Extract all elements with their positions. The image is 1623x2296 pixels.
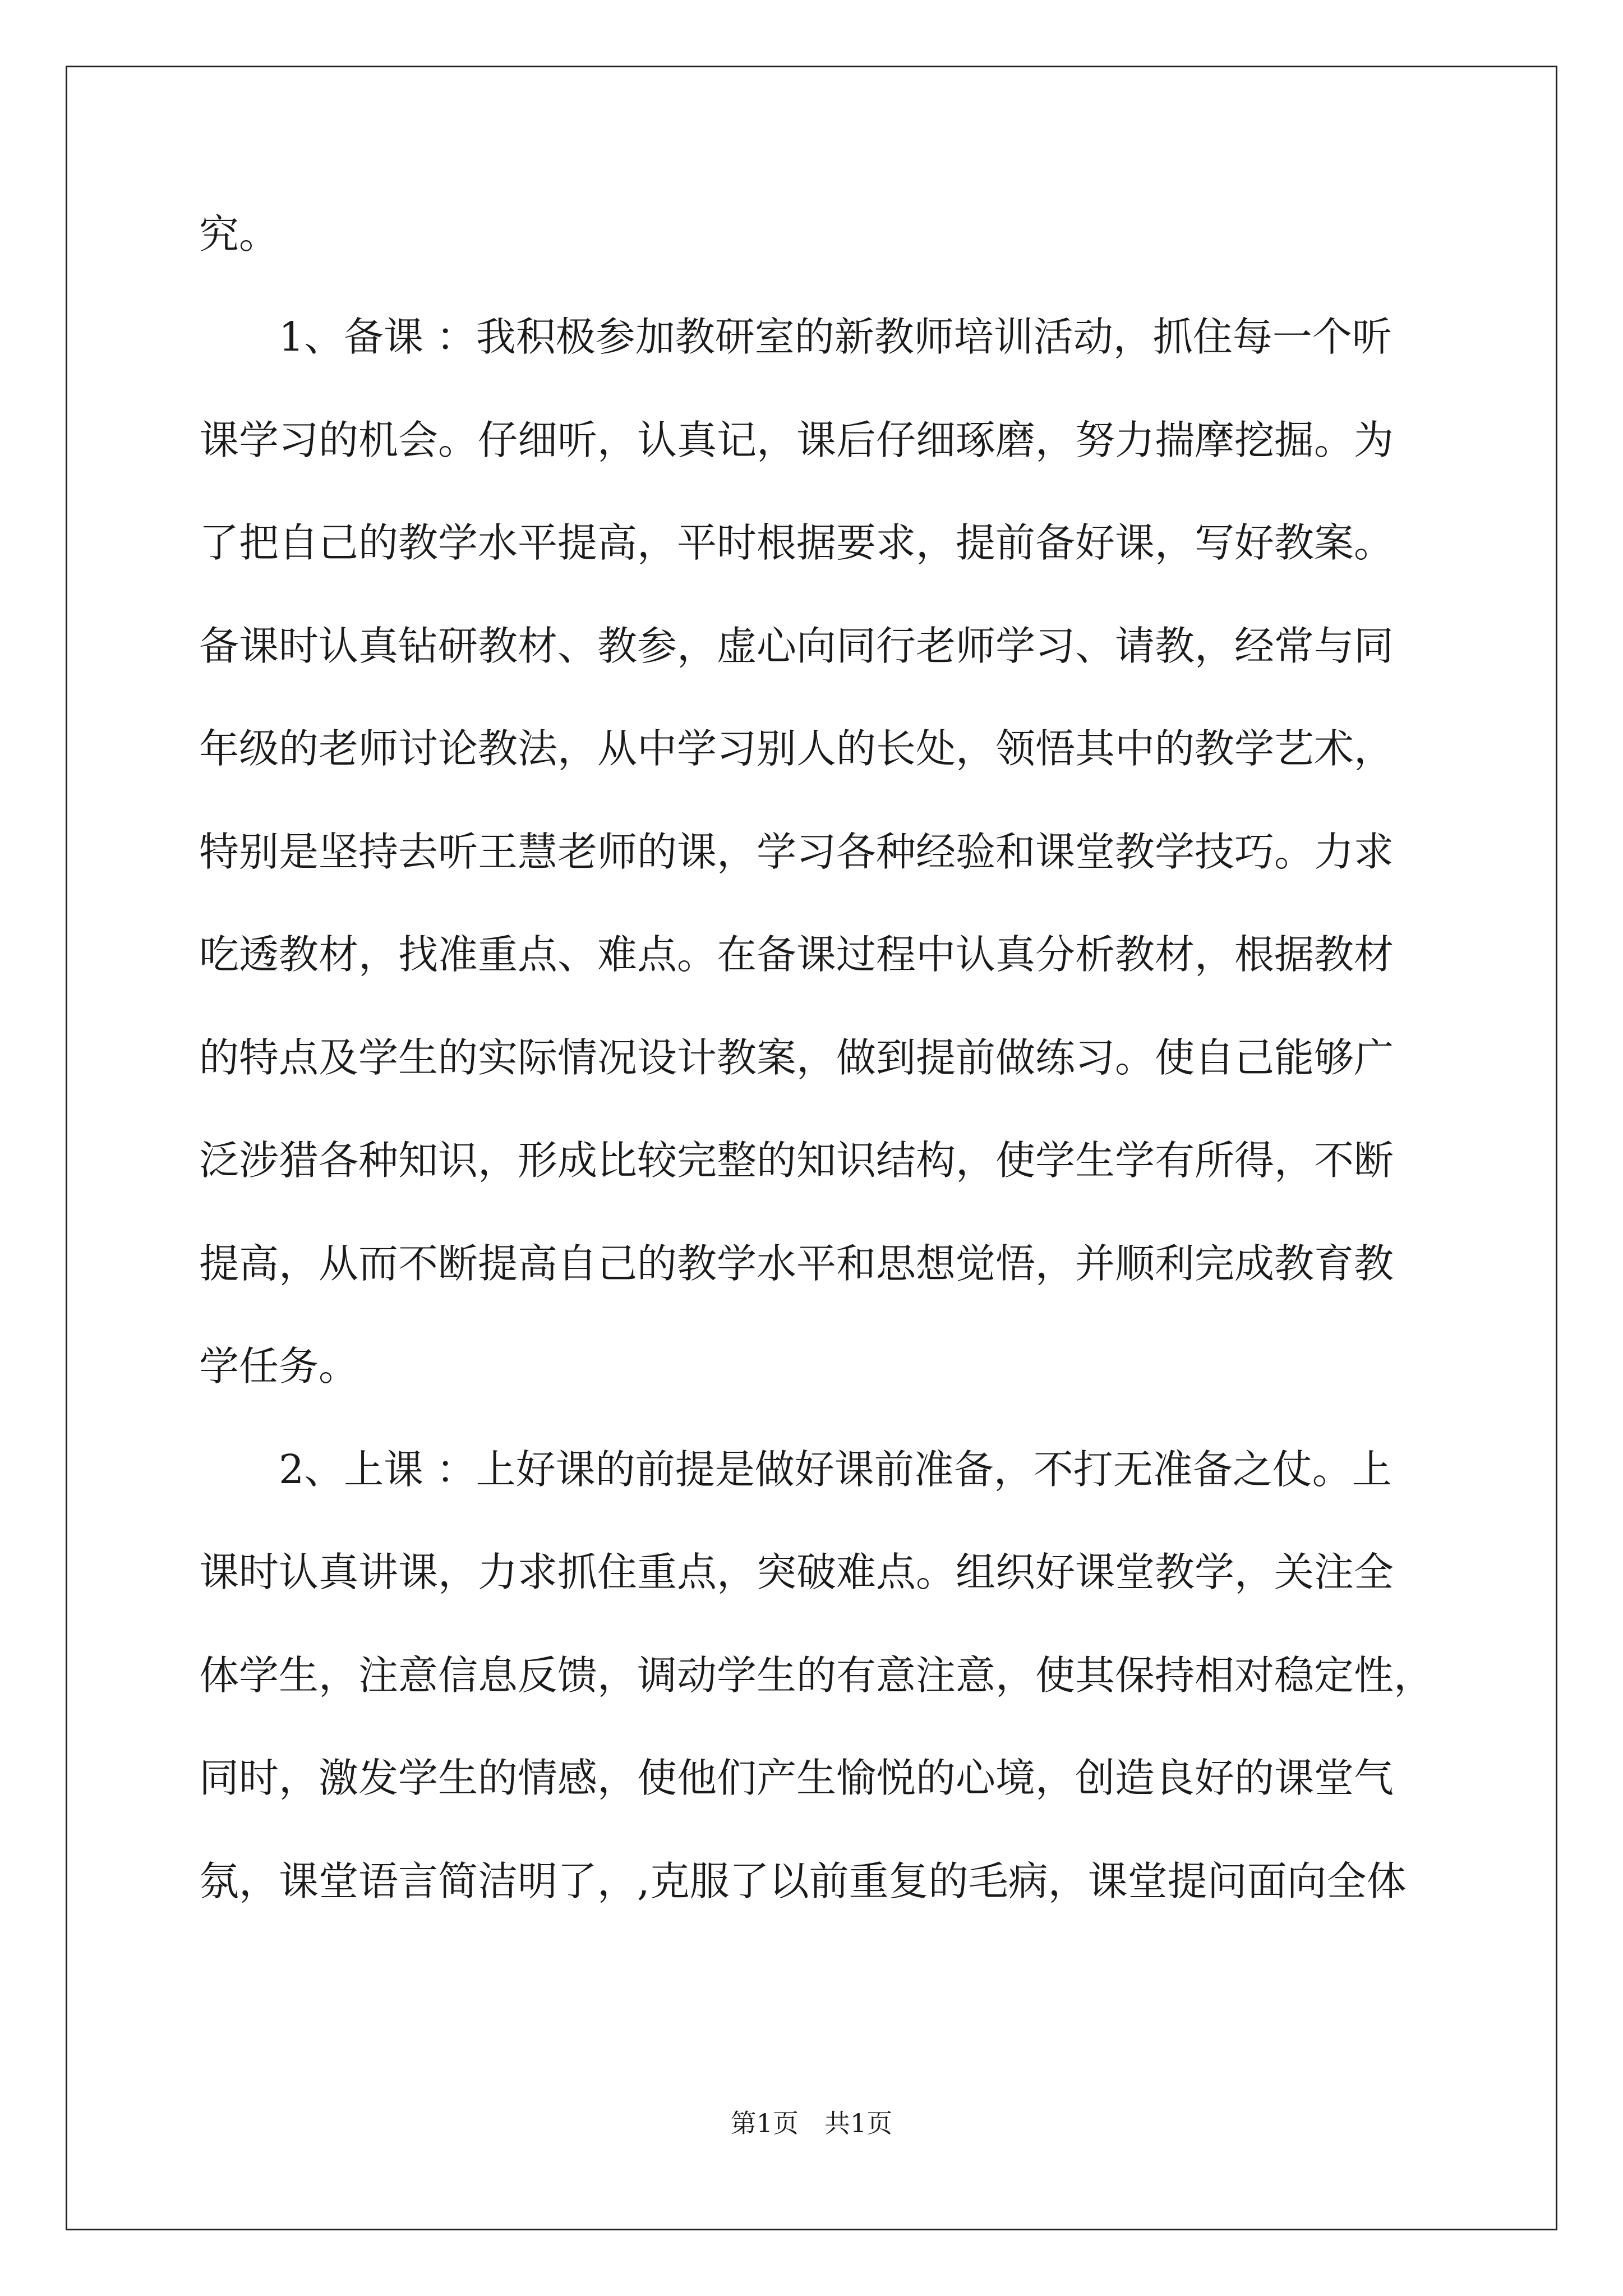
body-line: 年级的老师讨论教法，从中学习别人的长处，领悟其中的教学艺术， <box>199 725 1394 772</box>
body-line: 泛涉猎各种知识，形成比较完整的知识结构，使学生学有所得，不断 <box>199 1137 1394 1184</box>
body-line: 提高，从而不断提高自己的教学水平和思想觉悟，并顺利完成教育教 <box>199 1240 1394 1287</box>
body-line: 课学习的机会。仔细听，认真记，课后仔细琢磨，努力揣摩挖掘。为 <box>199 417 1394 463</box>
body-line: 学任务。 <box>199 1343 359 1389</box>
body-line: 1、备课 ：我积极参加教研室的新教师培训活动，抓住每一个听 <box>199 314 1392 360</box>
body-line: 体学生，注意信息反馈，调动学生的有意注意，使其保持相对稳定性， <box>199 1652 1434 1699</box>
body-line: 的特点及学生的实际情况设计教案，做到提前做练习。使自己能够广 <box>199 1034 1394 1081</box>
body-line: 了把自己的教学水平提高，平时根据要求，提前备好课，写好教案。 <box>199 519 1394 566</box>
body-line: 2、上课 ：上好课的前提是做好课前准备，不打无准备之仗。上 <box>199 1446 1392 1493</box>
body-line: 课时认真讲课，力求抓住重点，突破难点。组织好课堂教学，关注全 <box>199 1549 1394 1595</box>
body-line: 同时，激发学生的情感，使他们产生愉悦的心境，创造良好的课堂气 <box>199 1755 1394 1801</box>
body-line: 吃透教材，找准重点、难点。在备课过程中认真分析教材，根据教材 <box>199 931 1394 978</box>
page-number: 第1页 共1页 <box>730 2108 893 2138</box>
body-line: 氛，课堂语言简洁明了，,克服了以前重复的毛病，课堂提问面向全体 <box>199 1858 1407 1904</box>
body-line: 究。 <box>199 211 279 257</box>
body-line: 备课时认真钻研教材、教参，虚心向同行老师学习、请教，经常与同 <box>199 623 1394 669</box>
body-line: 特别是坚持去听王慧老师的课，学习各种经验和课堂教学技巧。力求 <box>199 829 1394 875</box>
